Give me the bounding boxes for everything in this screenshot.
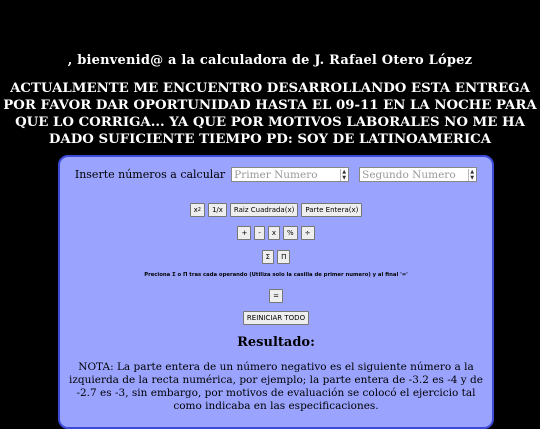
percent-button[interactable]: % bbox=[283, 226, 298, 240]
equals-row bbox=[60, 289, 492, 303]
calculator-panel bbox=[58, 155, 494, 429]
integer-part-button[interactable]: Parte Entera(x) bbox=[301, 203, 362, 217]
second-number-input[interactable] bbox=[359, 167, 477, 182]
product-button[interactable]: Π bbox=[277, 250, 290, 264]
multiply-button[interactable]: x bbox=[268, 226, 280, 240]
series-hint: Preciona Σ o Π tras cada operando (Utiliza solo la casilla de primer numero) y al final '=' bbox=[144, 272, 408, 278]
equals-button[interactable]: = bbox=[269, 289, 283, 303]
second-number-spinner[interactable]: ▲ ▼ bbox=[470, 168, 475, 181]
sum-button[interactable]: Σ bbox=[262, 250, 274, 264]
input-row bbox=[60, 167, 492, 182]
square-label: x bbox=[193, 206, 198, 214]
input-label: Inserte números a calcular bbox=[74, 168, 226, 181]
welcome-heading: , bienvenid@ a la calculadora de J. Rafael Otero López bbox=[67, 53, 473, 68]
notice-line: POR FAVOR DAR OPORTUNIDAD HASTA EL 09-11 EN LA NOCHE PARA bbox=[3, 98, 537, 113]
square-button[interactable]: x 2 bbox=[190, 203, 205, 217]
first-number-input[interactable] bbox=[231, 167, 349, 182]
note-text: NOTA: La parte entera de un número negativo es el siguiente número a la izquierda de la recta numérica, por ejemplo; la parte entera de -3.2 es -4 y de -2.7 es -3, sin embargo, por motivos de evaluación se colocó el ejercicio tal como indicaba en las especificaciones. bbox=[69, 361, 483, 412]
series-buttons-row bbox=[60, 250, 492, 264]
notice-line: QUE LO CORRIGA... YA QUE POR MOTIVOS LABORALES NO ME HA bbox=[15, 115, 525, 130]
first-number-spinner[interactable]: ▲ ▼ bbox=[342, 168, 347, 181]
operator-buttons-row bbox=[60, 226, 492, 240]
second-number-placeholder: Segundo Numero bbox=[362, 168, 456, 181]
reset-button[interactable]: REINICIAR TODO bbox=[243, 311, 309, 325]
reset-row bbox=[60, 311, 492, 325]
sqrt-button[interactable]: Raiz Cuadrada(x) bbox=[230, 203, 298, 217]
divide-button[interactable]: ÷ bbox=[301, 226, 315, 240]
result-title: Resultado: bbox=[237, 335, 315, 350]
subtract-button[interactable]: - bbox=[254, 226, 265, 240]
notice-line: DADO SUFICIENTE TIEMPO PD: SOY DE LATINOAMERICA bbox=[48, 132, 492, 147]
inverse-button[interactable]: 1/x bbox=[208, 203, 227, 217]
first-number-placeholder: Primer Numero bbox=[234, 168, 318, 181]
function-buttons-row bbox=[60, 203, 492, 217]
notice-banner bbox=[0, 80, 540, 148]
add-button[interactable]: + bbox=[237, 226, 251, 240]
notice-line: ACTUALMENTE ME ENCUENTRO DESARROLLANDO ESTA ENTREGA bbox=[10, 81, 530, 96]
